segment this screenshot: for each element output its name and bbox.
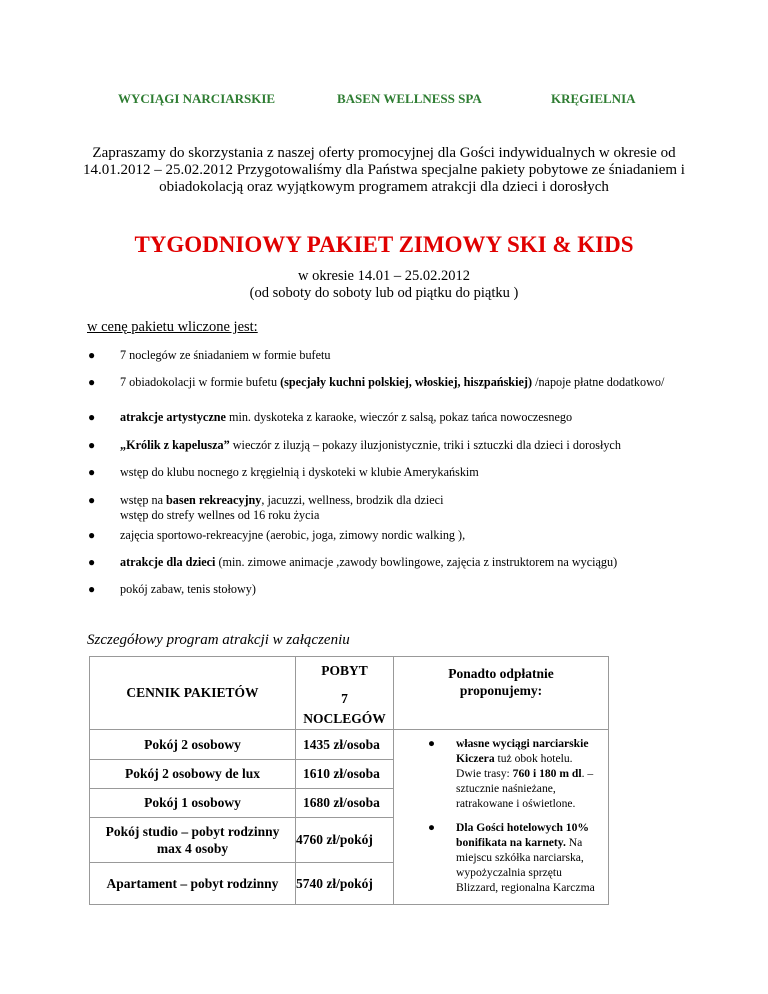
- extras-text: wypożyczalnia sprzętu: [456, 866, 562, 879]
- room-price: 4760 zł/pokój: [296, 818, 394, 863]
- bullet-icon: ●: [428, 737, 436, 750]
- bullet-icon: ●: [88, 438, 96, 452]
- room-name-line1: Pokój studio – pobyt rodzinny: [105, 824, 280, 839]
- bullet-icon: ●: [88, 528, 96, 542]
- price-table: [89, 656, 609, 905]
- list-item-text-line2: wstęp do strefy wellnes od 16 roku życia: [120, 508, 320, 522]
- extras-text: tuż obok hotelu.: [494, 752, 573, 765]
- list-item-text: wstęp do klubu nocnego z kręgielnią i dyskoteki w klubie Amerykańskim: [120, 465, 479, 479]
- included-heading: w cenę pakietu wliczone jest:: [87, 319, 258, 335]
- extras-text: ratrakowane i oświetlone.: [456, 797, 576, 810]
- list-item-text: [120, 493, 708, 523]
- extras-text: miejscu szkółka narciarska,: [456, 851, 584, 864]
- page-title: TYGODNIOWY PAKIET ZIMOWY SKI & KIDS: [134, 232, 634, 257]
- extras-item-1: [428, 736, 606, 811]
- extras-cell: [394, 730, 609, 905]
- list-item-text: 7 noclegów ze śniadaniem w formie bufetu: [120, 348, 331, 362]
- table-row: [90, 730, 609, 760]
- extras-text: Na: [565, 836, 583, 849]
- extras-bold: Kiczera: [456, 752, 495, 765]
- list-item-text: [120, 410, 708, 425]
- room-price: 1435 zł/osoba: [296, 730, 394, 760]
- list-item-text: [120, 555, 708, 570]
- extras-text: sztucznie naśnieżane,: [456, 782, 556, 795]
- list-item-text: pokój zabaw, tenis stołowy): [120, 582, 256, 596]
- list-item-text: zajęcia sportowo-rekreacyjne (aerobic, joga, zimowy nordic walking ),: [120, 528, 466, 542]
- room-price: 1610 zł/osoba: [296, 760, 394, 789]
- extras-heading-line1: Ponadto odpłatnie: [448, 666, 554, 681]
- list-item-bold: (specjały kuchni polskiej, włoskiej, hiszpańskiej): [280, 375, 533, 389]
- list-item-text-end: wieczór z iluzją – pokazy iluzjonistycznie, triki i sztuczki dla dzieci i dorosłych: [229, 438, 621, 452]
- list-item-bold: basen rekreacyjny: [166, 493, 262, 507]
- bullet-icon: ●: [88, 465, 96, 479]
- room-name: Pokój 2 osobowy de lux: [90, 760, 296, 789]
- header-stay-label: POBYT: [321, 663, 368, 678]
- bullet-icon: ●: [88, 410, 96, 424]
- extras-text: . –: [581, 767, 594, 780]
- list-item-text-start: 7 obiadokolacji w formie bufetu: [120, 375, 281, 389]
- list-item-text-end: /napoje płatne dodatkowo/: [532, 375, 665, 389]
- room-name: Apartament – pobyt rodzinny: [90, 863, 296, 905]
- nav-item-bowling[interactable]: KRĘGIELNIA: [551, 91, 636, 106]
- bullet-icon: ●: [88, 348, 96, 362]
- program-note: Szczegółowy program atrakcji w załączeniu: [87, 632, 350, 648]
- extras-bold: Dla Gości hotelowych 10%: [456, 821, 589, 834]
- extras-bold: własne wyciągi narciarskie: [456, 737, 589, 750]
- room-name: Pokój 2 osobowy: [90, 730, 296, 760]
- room-name-line2: max 4 osoby: [156, 841, 229, 856]
- extras-bold: bonifikata na karnety.: [456, 836, 566, 849]
- extras-heading-line2: [394, 682, 608, 699]
- period-line-2: (od soboty do soboty lub od piątku do piątku ): [249, 285, 519, 301]
- bullet-icon: ●: [88, 493, 96, 507]
- table-header-stay: [296, 657, 394, 730]
- extras-bold: 760 i 180 m dl: [512, 767, 582, 780]
- intro-paragraph: Zapraszamy do skorzystania z naszej oferty promocyjnej dla Gości indywidualnych w okresie od 14.01.2012 – 25.02.2012 Przygotowaliśmy dla Państwa specjalne pakiety pobytowe ze śniadaniem i obiadokolacją oraz wyjątkowym programem atrakcji dla dzieci i dorosłych: [83, 145, 685, 195]
- room-name: [90, 818, 296, 863]
- room-price: 1680 zł/osoba: [296, 789, 394, 818]
- header-nights-count: 7: [341, 691, 348, 706]
- table-header-row: [90, 657, 609, 730]
- extras-heading-text: proponujemy:: [459, 683, 543, 698]
- room-price: 5740 zł/pokój: [296, 863, 394, 905]
- list-item-bold: atrakcje artystyczne: [120, 410, 226, 424]
- list-item-text-end: , jacuzzi, wellness, brodzik dla dzieci: [261, 493, 444, 507]
- list-item-bold: „Królik z kapelusza”: [120, 438, 230, 452]
- list-item-text-end: (min. zimowe animacje ,zawody bowlingowe, zajęcia z instruktorem na wyciągu): [215, 555, 618, 569]
- list-item-text: [120, 438, 708, 453]
- table-header-label: CENNIK PAKIETÓW: [90, 657, 296, 730]
- extras-item-2: [428, 820, 606, 895]
- extras-text: Dwie trasy:: [456, 767, 513, 780]
- header-nights-label: NOCLEGÓW: [303, 711, 386, 726]
- nav-item-ski-lifts[interactable]: WYCIĄGI NARCIARSKIE: [118, 91, 276, 106]
- bullet-icon: ●: [428, 821, 436, 834]
- extras-text: Blizzard, regionalna Karczma: [456, 881, 595, 894]
- room-name: Pokój 1 osobowy: [90, 789, 296, 818]
- nav-item-pool-wellness-spa[interactable]: BASEN WELLNESS SPA: [337, 91, 482, 106]
- list-item-text-start: wstęp na: [120, 493, 167, 507]
- bullet-icon: ●: [88, 375, 96, 389]
- table-header-extras: [394, 657, 609, 730]
- bullet-icon: ●: [88, 555, 96, 569]
- list-item-text: [120, 375, 708, 390]
- list-item-bold: atrakcje dla dzieci: [120, 555, 216, 569]
- period-line-1: w okresie 14.01 – 25.02.2012: [298, 268, 470, 284]
- bullet-icon: ●: [88, 582, 96, 596]
- list-item-text-end: min. dyskoteka z karaoke, wieczór z salsą, pokaz tańca nowoczesnego: [225, 410, 573, 424]
- period-info: [0, 268, 768, 302]
